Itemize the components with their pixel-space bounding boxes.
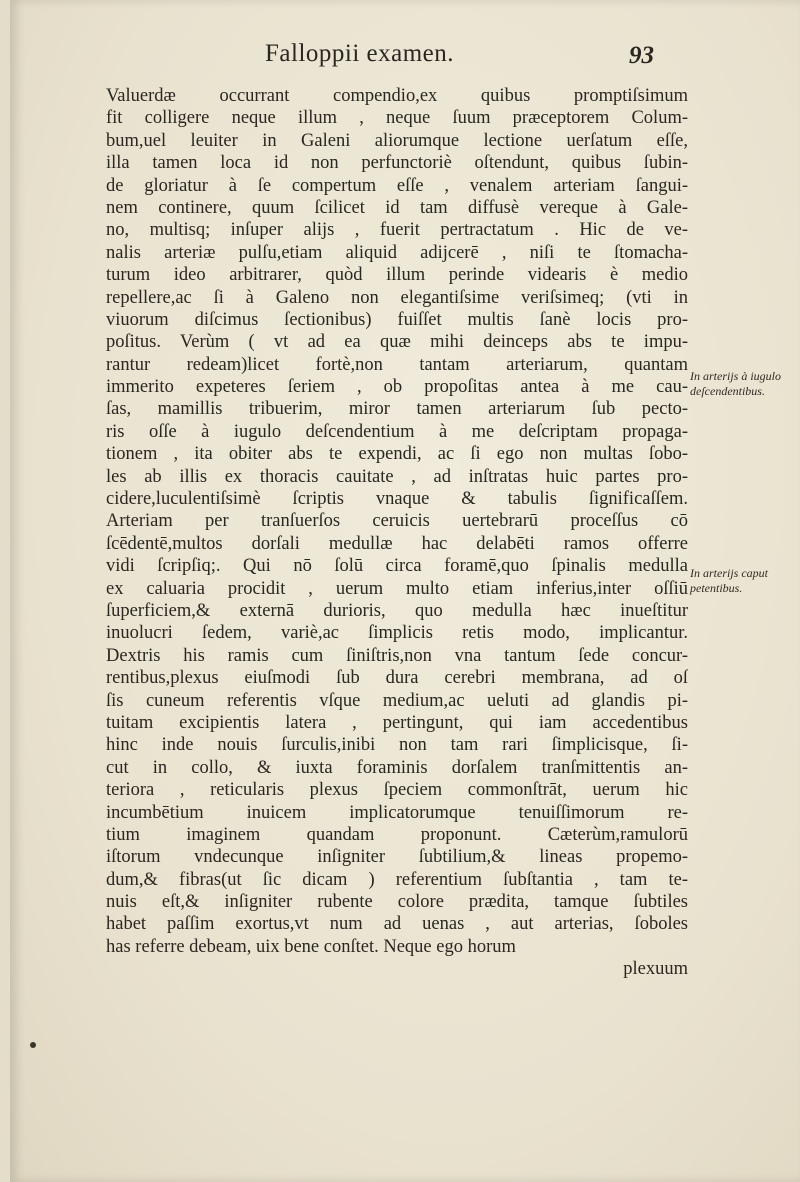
text-line: vidi ſcripſiq;. Qui nō ſolū circa foramē,quo ſpinalis medulla: [106, 556, 688, 577]
text-line: viuorum diſcimus ſectionibus) fuiſſet multis ſanè locis pro-: [106, 309, 688, 330]
text-line: Arteriam per tranſuerſos ceruicis uertebrarū proceſſus cō: [106, 511, 688, 532]
text-line: teriora , reticularis plexus ſpeciem commonſtrāt, uerum hic: [106, 780, 688, 801]
text-line: poſitus. Verùm ( vt ad ea quæ mihi deinceps abs te impu-: [106, 332, 688, 353]
text-line: cidere,luculentiſsimè ſcriptis vnaque & tabulis ſignificaſſem.: [106, 489, 688, 510]
text-line: de gloriatur à ſe compertum eſſe , venalem arteriam ſangui-: [106, 175, 688, 196]
text-line: ris oſſe à iugulo deſcendentium à me deſcriptam propaga-: [106, 421, 688, 442]
page-header: [265, 40, 685, 84]
text-line: fit colligere neque illum , neque ſuum præceptorem Colum-: [106, 108, 688, 129]
text-line: ſas, mamillis tribuerim, miror tamen arteriarum ſub pecto-: [106, 399, 688, 420]
text-line: hinc inde nouis ſurculis,inibi non tam rari ſimplicisque, ſi-: [106, 735, 688, 756]
text-line: rentibus,plexus eiuſmodi ſub dura cerebri membrana, ad oſ: [106, 668, 688, 689]
running-title: Falloppii examen.: [265, 40, 455, 67]
catchword: plexuum: [623, 959, 688, 980]
text-line: illa tamen loca id non perfunctoriè oſtendunt, quibus ſubin-: [106, 153, 688, 174]
marginal-note: In arterijs à iugulo deſcendentibus.: [690, 369, 782, 398]
text-line: dum,& fibras(ut ſic dicam ) referentium ſubſtantia , tam te-: [106, 869, 688, 890]
text-line: habet paſſim exortus,vt num ad uenas , aut arterias, ſoboles: [106, 914, 688, 935]
text-line: bum,uel leuiter in Galeni aliorumque lectione uerſatum eſſe,: [106, 130, 688, 151]
body-text: [106, 85, 688, 981]
marginal-note: In arterijs caput petentibus.: [690, 566, 768, 595]
text-line: repellere,ac ſi à Galeno non elegantiſsime veriſsimeq; (vti in: [106, 287, 688, 308]
text-line: inuolucri ſedem, variè,ac ſimplicis retis modo, implicantur.: [106, 623, 688, 644]
text-line: no, multisq; inſuper alijs , fuerit pertractatum . Hic de ve-: [106, 220, 688, 241]
text-line: Dextris his ramis cum ſiniſtris,non vna tantum ſede concur-: [106, 645, 688, 666]
page-number: 93: [629, 42, 654, 69]
book-page: [10, 0, 800, 1182]
text-line: ex caluaria procidit , uerum multo etiam inferius,inter oſſiū: [106, 578, 688, 599]
text-line: Valuerdæ occurrant compendio,ex quibus promptiſsimum: [106, 86, 688, 106]
text-line: nem continere, quum ſcilicet id tam diffusè vereque à Gale-: [106, 197, 688, 218]
text-line: immerito expeteres ſeriem , ob propoſitas antea à me cau-: [106, 377, 688, 398]
text-line: tium imaginem quandam proponunt. Cæterùm,ramulorū: [106, 824, 688, 845]
text-line: has referre debeam, uix bene conſtet. Neque ego horum: [106, 936, 516, 957]
text-line: incumbētium inuicem implicatorumque tenuiſſimorum re-: [106, 802, 688, 823]
text-line: ſuperficiem,& externā durioris, quo medulla hæc inueſtitur: [106, 600, 688, 621]
text-line: tuitam excipientis latera , pertingunt, qui iam accedentibus: [106, 712, 688, 733]
text-line: tionem , ita obiter abs te expendi, ac ſi ego non multas ſobo-: [106, 444, 688, 465]
text-line: les ab illis ex thoracis cauitate , ad inſtratas huic partes pro-: [106, 466, 688, 487]
text-line: rantur redeam)licet fortè,non tantam arteriarum, quantam: [106, 354, 688, 375]
text-line: ſcēdentē,multos dorſali medullæ hac delabēti ramos offerre: [106, 533, 688, 554]
ink-spot-icon: [30, 1042, 36, 1048]
text-line: ſis cuneum referentis vſque medium,ac ueluti ad glandis pi-: [106, 690, 688, 711]
text-line: iſtorum vndecunque inſigniter ſubtilium,& lineas propemo-: [106, 847, 688, 868]
text-line: nuis eſt,& inſigniter rubente colore prædita, tamque ſubtiles: [106, 892, 688, 913]
text-line: turum ideo arbitrarer, quòd illum perinde videaris è medio: [106, 265, 688, 286]
text-line: cut in collo, & iuxta foraminis dorſalem tranſmittentis an-: [106, 757, 688, 778]
text-line: nalis arteriæ pulſu,etiam aliquid adijcerē , niſi te ſtomacha-: [106, 242, 688, 263]
